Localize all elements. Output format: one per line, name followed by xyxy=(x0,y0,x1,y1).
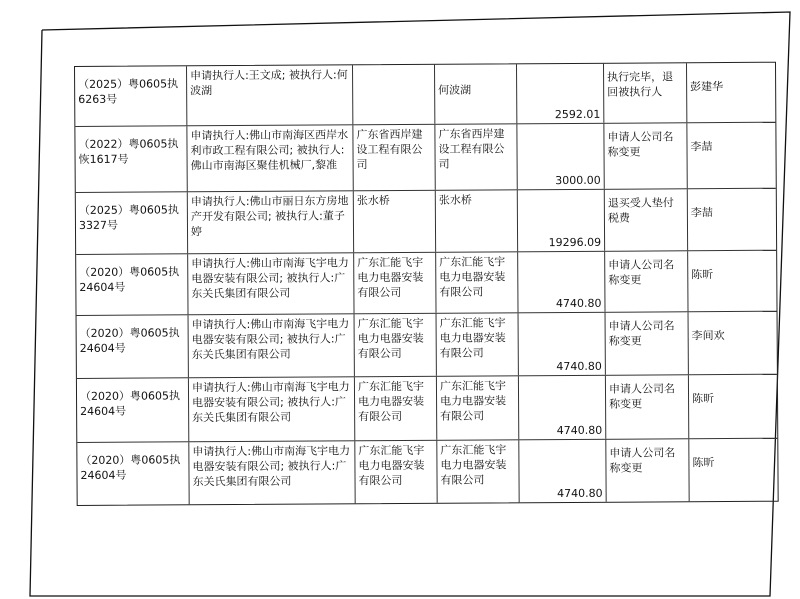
case-number-cell xyxy=(75,66,187,126)
account-name-text: 广东汇能飞宇电力电器安装有限公司 xyxy=(440,443,507,487)
account-name-cell xyxy=(437,376,519,439)
case-number-text: （2020）粤0605执24604号 xyxy=(80,453,181,482)
payee-cell xyxy=(355,377,437,440)
parties-cell xyxy=(189,377,355,441)
case-number-cell xyxy=(76,254,188,315)
amount-cell xyxy=(517,64,604,124)
payment-table xyxy=(74,62,779,506)
payee-cell xyxy=(354,191,436,252)
reason-cell xyxy=(605,251,688,312)
table-row xyxy=(77,439,777,505)
handler-text: 彭建华 xyxy=(690,80,724,94)
amount-text: 4740.80 xyxy=(556,359,602,374)
reason-text: 申请人公司名称变更 xyxy=(607,130,674,159)
amount-text: 4740.80 xyxy=(556,423,603,438)
parties-cell xyxy=(187,65,353,125)
handler-cell xyxy=(687,123,775,189)
reason-text: 申请人公司名称变更 xyxy=(609,446,676,475)
amount-text: 4740.80 xyxy=(555,296,602,311)
account-name-text: 广东汇能飞宇电力电器安装有限公司 xyxy=(439,316,506,360)
handler-text: 陈昕 xyxy=(692,456,715,470)
handler-text: 李喆 xyxy=(690,140,713,154)
reason-text: 退买受人垫付税费 xyxy=(607,196,674,225)
amount-text: 3000.00 xyxy=(555,173,601,188)
payee-text: 广东汇能飞宇电力电器安装有限公司 xyxy=(357,316,424,361)
account-name-cell xyxy=(437,313,519,375)
parties-text: 申请执行人:佛山市南海飞宇电力电器安装有限公司; 被执行人:广东关氏集团有限公司 xyxy=(192,444,351,489)
account-name-text: 何波湖 xyxy=(438,83,472,97)
amount-cell xyxy=(518,252,605,313)
handler-text: 李喆 xyxy=(690,206,713,220)
parties-text: 申请执行人:佛山市南海飞宇电力电器安装有限公司; 被执行人:广东关氏集团有限公司 xyxy=(191,317,350,362)
handler-cell xyxy=(689,439,777,502)
reason-cell xyxy=(604,123,687,189)
account-name-cell xyxy=(437,440,519,502)
amount-text: 19296.09 xyxy=(548,235,602,250)
table-row xyxy=(77,312,777,379)
table-row xyxy=(75,123,775,193)
payee-text: 广东省西岸建设工程有限公司 xyxy=(356,127,423,172)
parties-text: 申请执行人:佛山市丽日东方房地产开发有限公司; 被执行人:董子婷 xyxy=(190,194,349,239)
case-number-cell xyxy=(77,315,189,378)
parties-text: 申请执行人:王文成; 被执行人:何波湖 xyxy=(190,68,348,98)
case-number-cell xyxy=(76,192,188,254)
table-row xyxy=(75,63,775,127)
account-name-text: 广东省西岸建设工程有限公司 xyxy=(438,127,505,171)
amount-cell xyxy=(519,313,606,376)
amount-text: 4740.80 xyxy=(557,486,603,501)
payee-cell xyxy=(353,65,435,124)
payee-cell xyxy=(355,441,437,503)
amount-cell xyxy=(519,376,606,440)
reason-cell xyxy=(606,312,689,375)
handler-text: 陈昕 xyxy=(691,268,714,282)
amount-text: 2592.01 xyxy=(554,107,601,122)
case-number-text: （2025）粤0605执3327号 xyxy=(78,203,179,232)
account-name-text: 张水桥 xyxy=(438,193,472,207)
reason-cell xyxy=(604,63,687,123)
table-row xyxy=(76,189,776,255)
reason-text: 申请人公司名称变更 xyxy=(608,258,675,287)
amount-cell xyxy=(517,124,604,190)
case-number-text: （2020）粤0605执24604号 xyxy=(79,265,180,294)
payee-text: 张水桥 xyxy=(356,194,390,208)
amount-cell xyxy=(519,440,606,503)
payee-text: 广东汇能飞宇电力电器安装有限公司 xyxy=(357,255,424,300)
reason-text: 申请人公司名称变更 xyxy=(608,382,676,411)
parties-cell xyxy=(188,253,354,314)
handler-cell xyxy=(687,63,775,123)
payee-text: 广东汇能飞宇电力电器安装有限公司 xyxy=(358,443,425,488)
parties-text: 申请执行人:佛山市南海区西岸水利市政工程有限公司; 被执行人:佛山市南海区聚佳机械厂,黎准 xyxy=(190,128,349,173)
handler-cell xyxy=(689,375,777,439)
account-name-text: 广东汇能飞宇电力电器安装有限公司 xyxy=(439,379,507,423)
parties-text: 申请执行人:佛山市南海飞宇电力电器安装有限公司; 被执行人:广东关氏集团有限公司 xyxy=(191,380,350,425)
parties-cell xyxy=(187,125,353,191)
parties-text: 申请执行人:佛山市南海飞宇电力电器安装有限公司; 被执行人:广东关氏集团有限公司 xyxy=(191,256,349,301)
case-number-text: （2020）粤0605执24604号 xyxy=(79,389,181,418)
case-number-cell xyxy=(75,126,187,192)
case-number-text: （2025）粤0605执6263号 xyxy=(78,77,179,106)
payee-cell xyxy=(355,314,437,376)
account-name-cell xyxy=(436,252,518,312)
case-number-text: （2022）粤0605执恢1617号 xyxy=(78,137,179,166)
handler-cell xyxy=(688,251,776,312)
payee-cell xyxy=(353,125,435,190)
reason-text: 执行完毕，退回被执行人 xyxy=(607,70,674,99)
case-number-text: （2020）粤0605执24604号 xyxy=(79,326,180,355)
account-name-cell xyxy=(435,64,517,123)
amount-cell xyxy=(518,190,605,252)
handler-cell xyxy=(688,189,776,251)
parties-cell xyxy=(188,191,354,253)
handler-text: 陈昕 xyxy=(692,392,715,406)
case-number-cell xyxy=(77,378,189,442)
handler-text: 李间欢 xyxy=(691,329,725,343)
case-number-cell xyxy=(77,442,189,505)
payee-text: 广东汇能飞宇电力电器安装有限公司 xyxy=(357,379,425,424)
payee-cell xyxy=(354,253,436,313)
table-row xyxy=(77,375,777,443)
reason-cell xyxy=(606,439,689,502)
table-row xyxy=(76,251,776,316)
reason-text: 申请人公司名称变更 xyxy=(608,319,675,348)
account-name-text: 广东汇能飞宇电力电器安装有限公司 xyxy=(439,255,506,299)
reason-cell xyxy=(606,375,689,439)
reason-cell xyxy=(605,189,688,251)
account-name-cell xyxy=(435,124,517,189)
parties-cell xyxy=(189,441,355,504)
parties-cell xyxy=(189,314,355,377)
account-name-cell xyxy=(436,190,518,251)
handler-cell xyxy=(689,312,777,375)
